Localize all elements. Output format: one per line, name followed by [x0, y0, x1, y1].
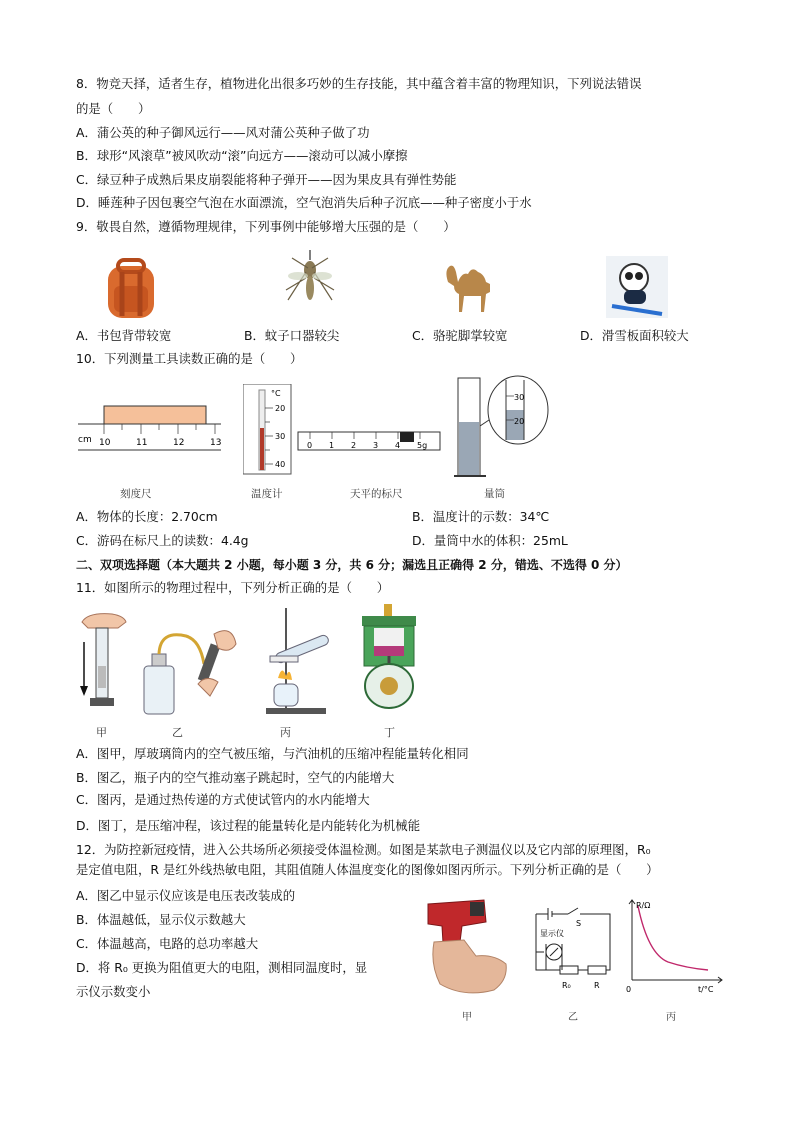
- circuit-switch-label: S: [576, 919, 582, 928]
- q12-label-jia: 甲: [462, 1012, 472, 1023]
- q10-option-b: B．温度计的示数：34℃: [412, 509, 550, 524]
- graph-origin: 0: [626, 985, 632, 994]
- mosquito-image: [282, 250, 337, 312]
- q12-option-d-line2: 示仪示数变小: [76, 984, 151, 999]
- q10-option-d: D．量筒中水的体积：25mL: [412, 533, 568, 548]
- q8-option-a: A．蒲公英的种子御风远行——风对蒲公英种子做了功: [76, 125, 370, 140]
- thermometer-tick-40: 40: [275, 460, 286, 469]
- q12-stem-line2: 是定值电阻，R 是红外线热敏电阻，其阻值随人体温度变化的图像如图丙所示。下列分析正确的是（ ）: [76, 862, 659, 877]
- beam-tick-2: 2: [351, 441, 357, 450]
- q12-stem-line1: 12．为防控新冠疫情，进入公共场所必须接受体温检测。如图是某款电子测温仪以及它内部的原理图，R₀: [76, 842, 651, 857]
- ruler-figure: [78, 400, 223, 456]
- compress-cylinder-figure: [78, 606, 130, 718]
- cylinder-tick-20: 20: [514, 417, 525, 426]
- q11-label-yi: 乙: [172, 726, 183, 739]
- beam-tick-5g: 5g: [417, 441, 428, 450]
- q11-option-a: A．图甲，厚玻璃筒内的空气被压缩，与汽油机的压缩冲程能量转化相同: [76, 746, 469, 761]
- q12-option-b: B．体温越低，显示仪示数越大: [76, 912, 246, 927]
- q9-option-d: D．滑雪板面积较大: [580, 328, 689, 343]
- q11-label-ding: 丁: [384, 726, 395, 739]
- ruler-unit: cm: [78, 435, 92, 445]
- circuit-display-label: 显示仪: [540, 929, 564, 938]
- thermometer-tick-30: 30: [275, 432, 286, 441]
- q9-stem: 9．敬畏自然，遵循物理规律，下列事例中能够增大压强的是（ ）: [76, 219, 456, 234]
- cylinder-tick-30: 30: [514, 393, 525, 402]
- thermometer-figure: [243, 384, 293, 476]
- engine-cylinder-figure: [358, 602, 420, 714]
- q8-option-b: B．球形“风滚草”被风吹动“滚”向远方——滚动可以减小摩擦: [76, 148, 408, 163]
- thermometer-caption: 温度计: [251, 488, 283, 500]
- bottle-pump-figure: [140, 624, 240, 718]
- beam-scale-figure: [296, 430, 444, 454]
- beam-tick-3: 3: [373, 441, 379, 450]
- camel-image: [440, 252, 502, 314]
- section-2-heading: 二、双项选择题（本大题共 2 小题，每小题 3 分，共 6 分；漏选且正确得 2 分，错选、不选得 0 分）: [76, 558, 628, 572]
- q12-option-c: C．体温越高，电路的总功率越大: [76, 936, 259, 951]
- ruler-caption: 刻度尺: [120, 488, 152, 500]
- beam-tick-0: 0: [307, 441, 313, 450]
- beam-caption: 天平的标尺: [350, 488, 403, 500]
- cylinder-figure: [452, 374, 552, 480]
- ruler-tick-12: 12: [173, 438, 185, 448]
- q9-option-b: B．蚊子口器较尖: [244, 328, 340, 343]
- q9-option-a: A．书包背带较宽: [76, 328, 172, 343]
- q11-option-c: C．图丙，是通过热传递的方式使试管内的水内能增大: [76, 792, 370, 807]
- circuit-r-label: R: [594, 981, 600, 990]
- ir-thermometer-figure: [424, 894, 516, 998]
- q10-option-c: C．游码在标尺上的读数：4.4g: [76, 533, 249, 548]
- test-tube-heating-figure: [256, 604, 340, 716]
- q11-option-d: D．图丁，是压缩冲程，该过程的能量转化是内能转化为机械能: [76, 818, 421, 833]
- beam-tick-1: 1: [329, 441, 335, 450]
- q12-label-bing: 丙: [666, 1012, 676, 1023]
- thermometer-tick-20: 20: [275, 404, 286, 413]
- q8-option-d: D．睡莲种子因包裹空气泡在水面漂流，空气泡消失后种子沉底——种子密度小于水: [76, 195, 532, 210]
- beam-tick-4: 4: [395, 441, 401, 450]
- circuit-diagram: [530, 900, 620, 996]
- backpack-image: [100, 258, 162, 320]
- ruler-tick-11: 11: [136, 438, 148, 448]
- skier-mascot-image: [606, 256, 668, 318]
- resistance-curve: [638, 906, 708, 970]
- q11-label-bing: 丙: [280, 726, 291, 739]
- q8-option-c: C．绿豆种子成熟后果皮崩裂能将种子弹开——因为果皮具有弹性势能: [76, 172, 457, 187]
- circuit-r0-label: R₀: [562, 981, 571, 990]
- q8-stem-line2: 的是（ ）: [76, 101, 151, 116]
- q10-option-a: A．物体的长度：2.70cm: [76, 509, 218, 524]
- resistance-temperature-graph: [624, 896, 724, 994]
- q12-label-yi: 乙: [568, 1012, 578, 1023]
- q10-stem: 10．下列测量工具读数正确的是（ ）: [76, 351, 303, 366]
- q11-stem: 11．如图所示的物理过程中，下列分析正确的是（ ）: [76, 580, 390, 595]
- graph-ylabel: R/Ω: [636, 901, 651, 910]
- ruler-tick-13: 13: [210, 438, 222, 448]
- q8-stem-line1: 8．物竞天择，适者生存，植物进化出很多巧妙的生存技能，其中蕴含着丰富的物理知识，下列说法错误: [76, 76, 642, 91]
- q12-option-d-line1: D．将 R₀ 更换为阻值更大的电阻，测相同温度时，显: [76, 960, 368, 975]
- graph-xlabel: t/°C: [698, 985, 714, 994]
- q11-option-b: B．图乙，瓶子内的空气推动塞子跳起时，空气的内能增大: [76, 770, 395, 785]
- q12-option-a: A．图乙中显示仪应该是电压表改装成的: [76, 888, 296, 903]
- q9-option-c: C．骆驼脚掌较宽: [412, 328, 508, 343]
- cylinder-caption: 量筒: [484, 488, 505, 500]
- thermometer-unit: °C: [271, 389, 281, 398]
- q11-label-jia: 甲: [96, 726, 107, 739]
- ruler-tick-10: 10: [99, 438, 111, 448]
